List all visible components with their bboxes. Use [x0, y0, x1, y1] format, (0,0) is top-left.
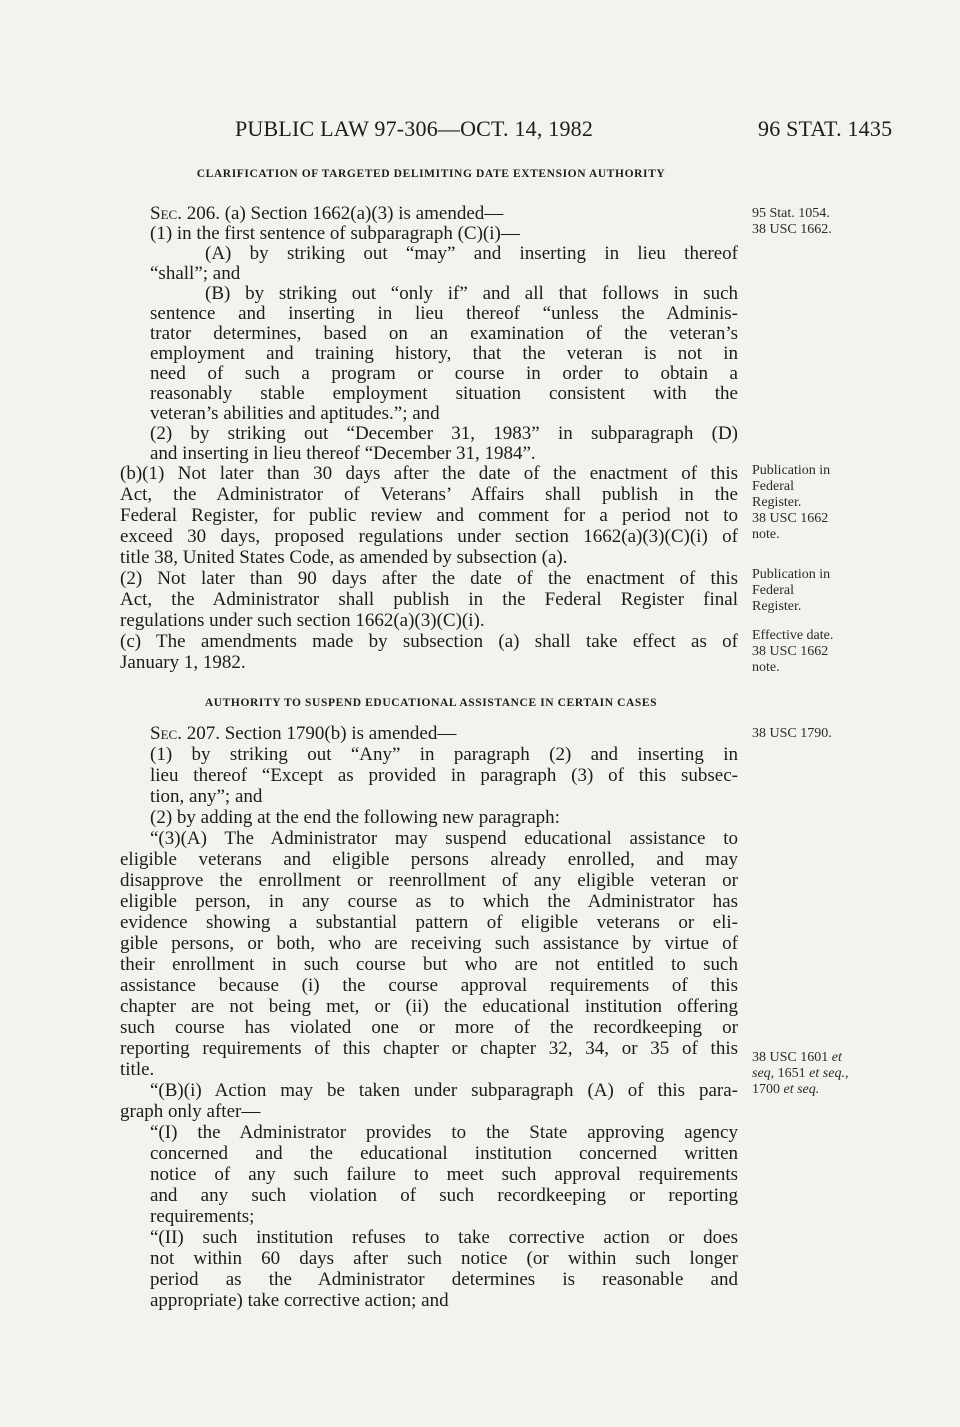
sec-label: Sec: [150, 203, 178, 224]
text-line: title 38, United States Code, as amended by subsection (a).: [120, 547, 568, 568]
text-line: (A) by striking out “may” and inserting in lieu thereof: [205, 243, 738, 264]
text-line: and any such violation of such recordkeeping or reporting: [150, 1185, 738, 1206]
text-line: need of such a program or course in order to obtain a: [150, 363, 738, 384]
text-line: graph only after—: [120, 1101, 261, 1122]
text-line: regulations under such section 1662(a)(3)(C)(i).: [120, 610, 485, 631]
text-line: (2) Not later than 90 days after the date of the enactment of this: [120, 568, 738, 589]
text-line: employment and training history, that the veteran is not in: [150, 343, 738, 364]
text-line: sentence and inserting in lieu thereof “unless the Adminis-: [150, 303, 738, 324]
text-line: appropriate) take corrective action; and: [150, 1290, 449, 1311]
sec-label: Sec: [150, 723, 178, 744]
text-line: Act, the Administrator of Veterans’ Affairs shall publish in the: [120, 484, 738, 505]
section-207-heading: AUTHORITY TO SUSPEND EDUCATIONAL ASSISTANCE IN CERTAIN CASES: [204, 697, 658, 709]
text-line: their enrollment in such course but who are not entitled to such: [120, 954, 738, 975]
text-line: veteran’s abilities and aptitudes.”; and: [150, 403, 440, 424]
text-line: exceed 30 days, proposed regulations under section 1662(a)(3)(C)(i) of: [120, 526, 738, 547]
text-line: “(3)(A) The Administrator may suspend educational assistance to: [150, 828, 738, 849]
text-line: eligible veterans and eligible persons already enrolled, and may: [120, 849, 738, 870]
text-line: evidence showing a substantial pattern of eligible veterans or eli-: [120, 912, 738, 933]
text-line: reporting requirements of this chapter or chapter 32, 34, or 35 of this: [120, 1038, 738, 1059]
margin-note-citation: 95 Stat. 1054. 38 USC 1662.: [752, 206, 832, 237]
text-line: (B) by striking out “only if” and all that follows in such: [205, 283, 738, 304]
text-line: such course has violated one or more of the recordkeeping or: [120, 1017, 738, 1038]
text-line: gible persons, or both, who are receiving such assistance by virtue of: [120, 933, 738, 954]
text-line: tion, any”; and: [150, 786, 263, 807]
section-206-heading: CLARIFICATION OF TARGETED DELIMITING DATE EXTENSION AUTHORITY: [196, 168, 666, 180]
text-line: period as the Administrator determines is reasonable and: [150, 1269, 738, 1290]
text-line: Act, the Administrator shall publish in the Federal Register final: [120, 589, 738, 610]
text-line: “shall”; and: [150, 263, 241, 284]
text-line: (1) in the first sentence of subparagraph (C)(i)—: [150, 223, 520, 244]
text-line: Federal Register, for public review and comment for a period not to: [120, 505, 738, 526]
margin-note-effective-date: Effective date. 38 USC 1662 note.: [752, 628, 834, 675]
margin-note-citation: 38 USC 1790.: [752, 726, 832, 741]
text-line: assistance because (i) the course approval requirements of this: [120, 975, 738, 996]
text-line: not within 60 days after such notice (or within such longer: [150, 1248, 738, 1269]
text-line: lieu thereof “Except as provided in paragraph (3) of this subsec-: [150, 765, 738, 786]
margin-note-citation: 38 USC 1601 et seq, 1651 et seq., 1700 et seq.: [752, 1050, 849, 1097]
text-line: notice of any such failure to meet such approval requirements: [150, 1164, 738, 1185]
text-line: concerned and the educational institution concerned written: [150, 1143, 738, 1164]
text-line: title.: [120, 1059, 155, 1080]
running-header-law: PUBLIC LAW 97-306—OCT. 14, 1982: [235, 116, 594, 141]
text-line: reasonably stable employment situation consistent with the: [150, 383, 738, 404]
text-line: (1) by striking out “Any” in paragraph (2) and inserting in: [150, 744, 738, 765]
text-line: requirements;: [150, 1206, 255, 1227]
running-header-stat: 96 STAT. 1435: [758, 116, 893, 141]
text-line: Sec. 207. Section 1790(b) is amended—: [150, 723, 457, 744]
text-line: trator determines, based on an examination of the veteran’s: [150, 323, 738, 344]
text-line: “(I) the Administrator provides to the State approving agency: [150, 1122, 738, 1143]
text-line: disapprove the enrollment or reenrollment of any eligible veteran or: [120, 870, 738, 891]
text-line: Sec. 206. (a) Section 1662(a)(3) is amended—: [150, 203, 504, 224]
margin-note-publication: Publication in Federal Register.: [752, 567, 831, 614]
text-line: (2) by striking out “December 31, 1983” in subparagraph (D): [150, 423, 738, 444]
text-line: chapter are not being met, or (ii) the educational institution offering: [120, 996, 738, 1017]
text-line: (c) The amendments made by subsection (a) shall take effect as of: [120, 631, 738, 652]
text-line: (2) by adding at the end the following new paragraph:: [150, 807, 560, 828]
margin-note-publication: Publication in Federal Register. 38 USC 1662 note.: [752, 463, 831, 542]
text-line: and inserting in lieu thereof “December 31, 1984”.: [150, 443, 536, 464]
text-line: (b)(1) Not later than 30 days after the date of the enactment of this: [120, 463, 738, 484]
text-line: “(II) such institution refuses to take corrective action or does: [150, 1227, 738, 1248]
text-line: “(B)(i) Action may be taken under subparagraph (A) of this para-: [150, 1080, 738, 1101]
text-line: eligible person, in any course as to which the Administrator has: [120, 891, 738, 912]
text-line: January 1, 1982.: [120, 652, 246, 673]
